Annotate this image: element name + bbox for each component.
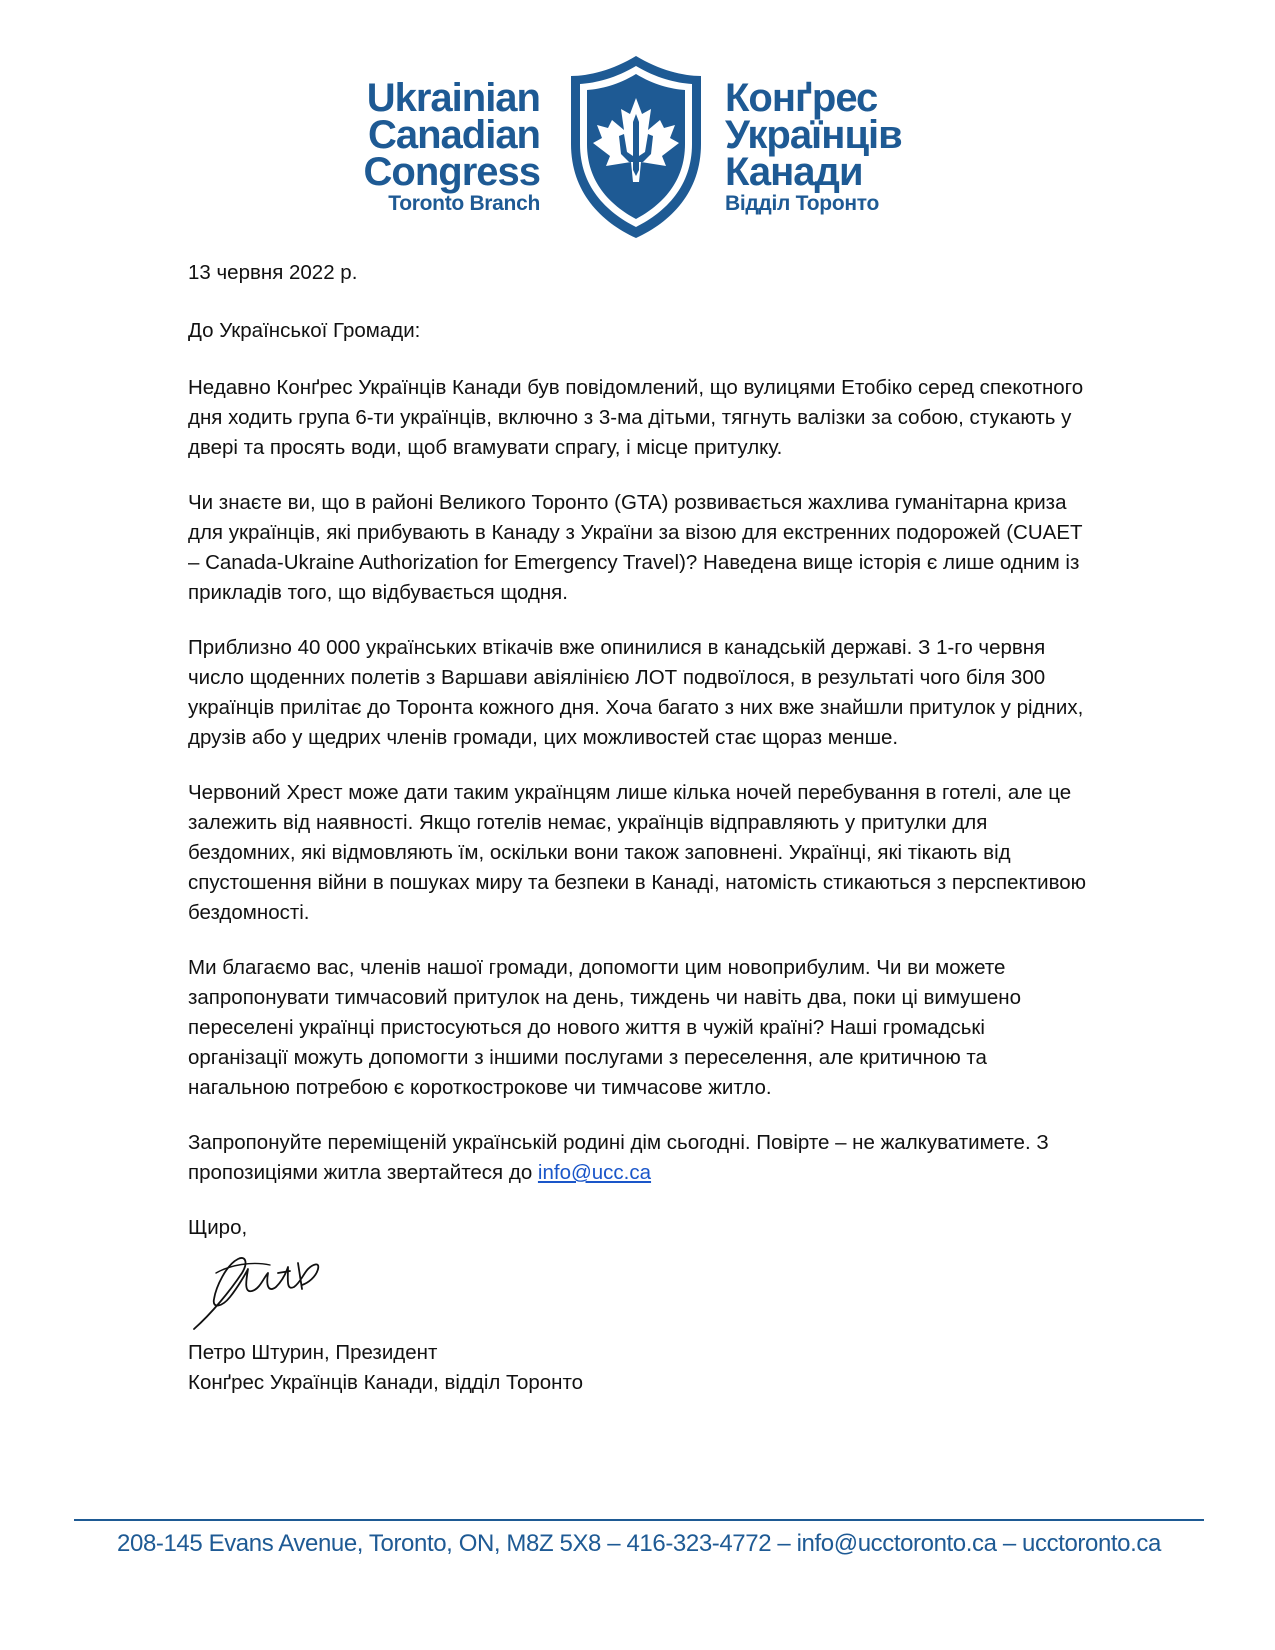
footer-divider — [74, 1519, 1204, 1521]
signer-name: Петро Штурин, Президент — [188, 1341, 438, 1364]
paragraph-6-text: Запропонуйте переміщеній українській родині дім сьогодні. Повірте – не жалкуватимете. З пропозиціями житла звертайтеся до — [188, 1131, 1049, 1184]
letterhead-english-name — [340, 76, 540, 217]
letterhead-uk-line3: Канади — [725, 150, 863, 194]
letter-salutation: До Української Громади: — [188, 319, 421, 342]
letterhead-en-line3: Congress — [363, 150, 540, 194]
paragraph-6 — [188, 1128, 1088, 1188]
letterhead-uk-line1: Конґрес — [725, 76, 878, 120]
footer-contact: 208-145 Evans Avenue, Toronto, ON, M8Z 5X8 – 416-323-4772 – info@ucctoronto.ca – ucctoronto.ca — [117, 1530, 1161, 1557]
paragraph-4: Червоний Хрест може дати таким українцям лише кілька ночей перебування в готелі, але це залежить від наявності. Якщо готелів немає, українців відправляють у притулки для бездомних, які відмовляють їм, оскільки вони також заповнені. Українці, які тікають від спустошення війни в пошуках миру та безпеки в Канаді, натомість стикаються з перспективою бездомності. — [188, 781, 1087, 924]
email-link[interactable]: info@ucc.ca — [537, 1161, 652, 1184]
paragraph-5: Ми благаємо вас, членів нашої громади, допомогти цим новоприбулим. Чи ви можете запропонувати тимчасовий притулок на день, тиждень чи навіть два, поки ці вимушено переселені українці пристосуються до нового життя в чужій країні? Наші громадські організації можуть допомогти з іншими послугами з переселення, але критичною та нагальною потребою є короткострокове чи тимчасове житло. — [188, 956, 1021, 1099]
paragraph-2: Чи знаєте ви, що в районі Великого Торонто (GTA) розвивається жахлива гуманітарна криза для українців, які прибувають в Канаду з України за візою для екстренних подорожей (CUAET – Canada-Ukraine Authorization for Emergency Travel)? Наведена вище історія є лише одним із прикладів того, що відбувається щодня. — [188, 491, 1083, 604]
letterhead-uk-line4: Відділ Торонто — [725, 192, 879, 215]
letterhead-uk-line2: Українців — [725, 113, 902, 157]
letterhead-en-line2: Canadian — [367, 113, 540, 157]
letterhead-en-line4: Toronto Branch — [388, 192, 540, 215]
handwritten-signature — [190, 1243, 340, 1338]
letterhead-ukrainian-name — [725, 76, 945, 217]
paragraph-1: Недавно Конґрес Українців Канади був повідомлений, що вулицями Етобіко серед спекотного дня ходить група 6-ти українців, включно з 3-ма дітьми, тягнуть валізки за собою, стукають у двері та просять води, щоб вгамувати спрагу, і місце притулку. — [188, 376, 1084, 459]
letter-body — [188, 258, 1088, 1398]
signer-organization: Конґрес Українців Канади, відділ Торонто — [188, 1371, 584, 1394]
letter-closing: Щиро, — [188, 1216, 248, 1239]
letterhead-en-line1: Ukrainian — [366, 76, 540, 120]
paragraph-3: Приблизно 40 000 українських втікачів вже опинилися в канадській державі. З 1-го червня число щоденних полетів з Варшави авіялінією ЛОТ подвоїлося, в результаті чого біля 300 українців прилітає до Торонта кожного дня. Хоча багато з них вже знайшли притулок у рідних, друзів або у щедрих членів громади, цих можливостей стає щораз менше. — [188, 636, 1084, 749]
letterhead — [0, 52, 1275, 252]
shield-maple-leaf-trident-icon — [565, 52, 707, 242]
letter-date: 13 червня 2022 р. — [188, 261, 358, 284]
